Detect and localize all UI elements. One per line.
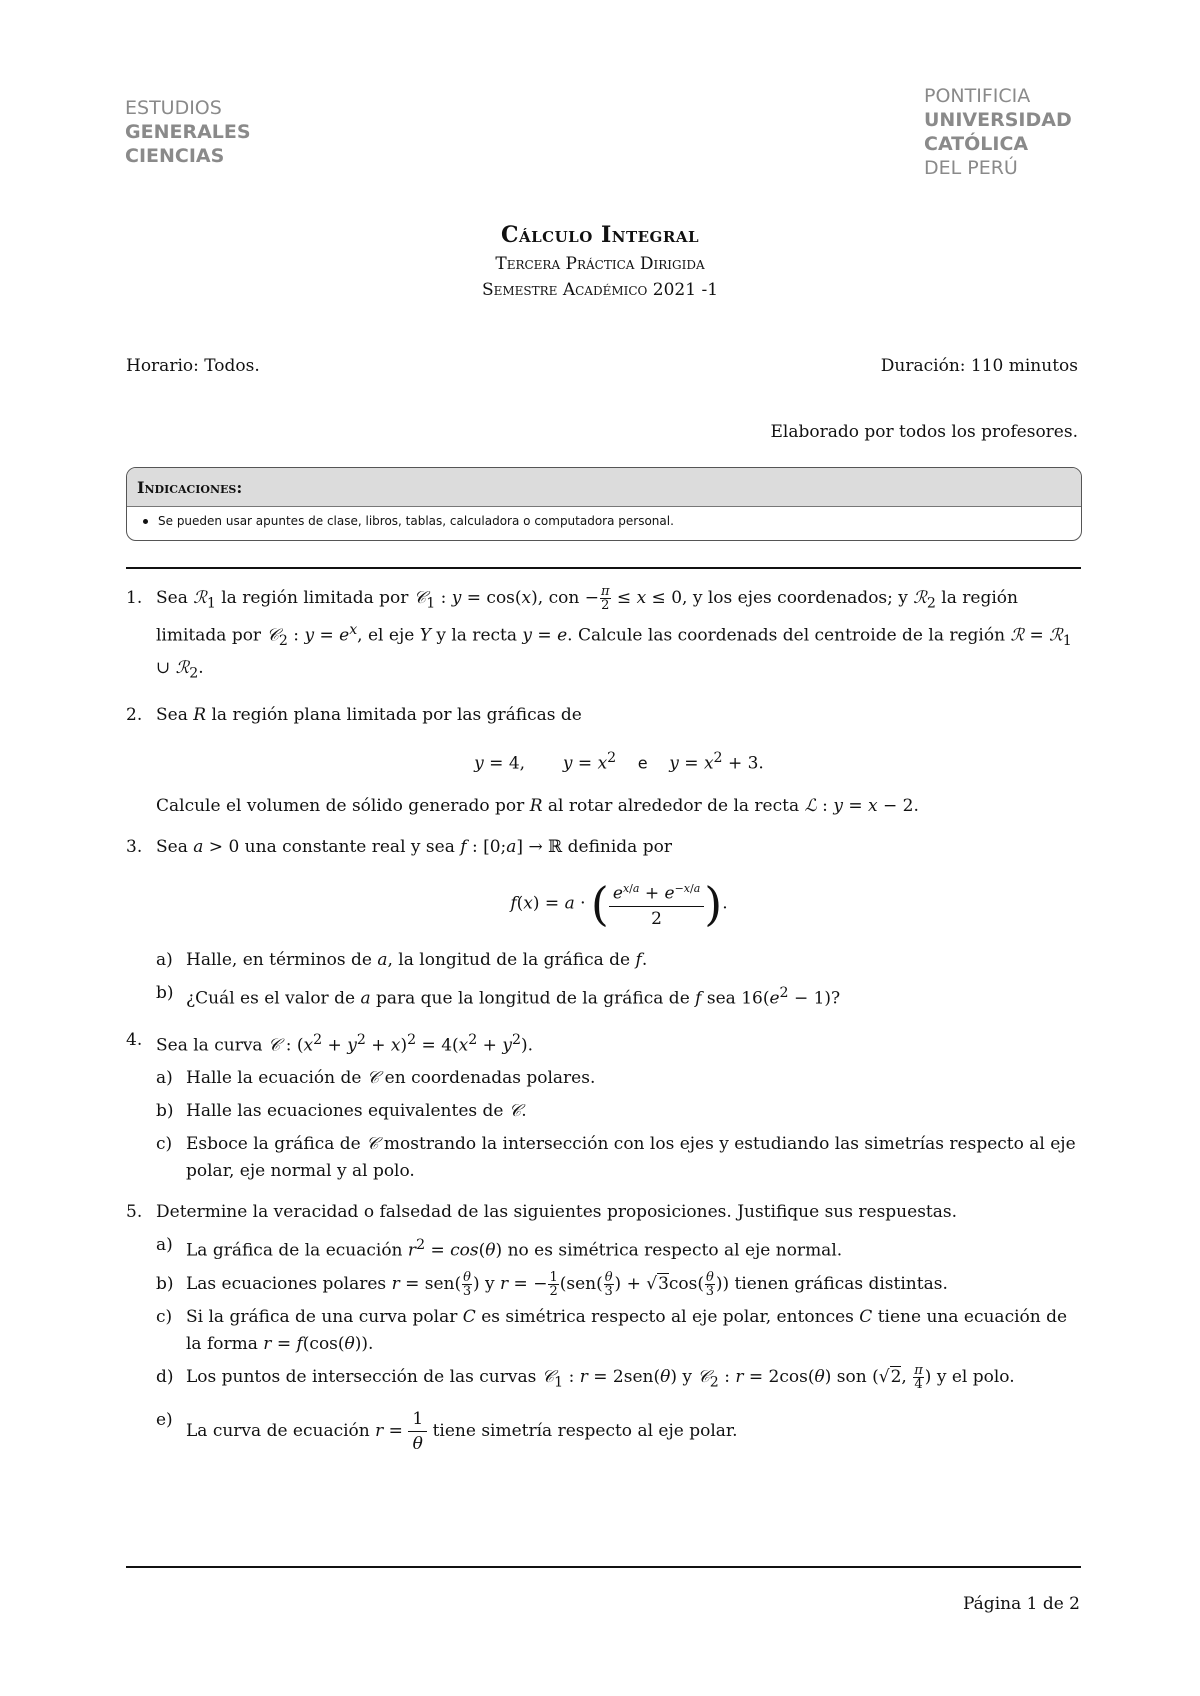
text: al rotar alrededor de la recta: [547, 796, 800, 817]
text: definida por: [567, 837, 672, 858]
text: una constante real y sea: [244, 837, 455, 858]
item-label: d): [156, 1367, 174, 1388]
text: Sea: [156, 704, 188, 725]
indication-item: Se pueden usar apuntes de clase, libros, tablas, calculadora o computadora personal.: [158, 514, 674, 528]
text: la región limitada por: [221, 588, 409, 608]
duracion: Duración: 110 minutos: [880, 356, 1078, 376]
problem-4: 4. Sea la curva 𝒞 : $(x^2 + y^2 + x)^2 = 4(x^2 + y^2)$. a) Halle la ecuación de 𝒞 en coordenadas polares. b) Halle las ecuaciones equivalentes de 𝒞. c) Esboce la gráfica de 𝒞 mostrando la intersección con los ejes y estudiando las simetrías respecto al eje polar, eje normal y al polo.: [126, 1027, 1082, 1186]
fraction: $\frac{\theta}{3}$: [462, 1270, 472, 1300]
indications-title: Indicaciones:: [127, 468, 1081, 507]
pucp-logo: [924, 84, 1072, 180]
text: Halle, en términos de: [186, 950, 372, 971]
item-label: b): [156, 1274, 174, 1295]
text: Los puntos de intersección de las curvas: [186, 1367, 537, 1388]
bullet-icon: [143, 519, 148, 524]
text: y el polo.: [936, 1367, 1015, 1388]
text: , y los ejes coordenados; y: [682, 588, 908, 608]
problem-number: 4.: [126, 1029, 143, 1050]
text: sea: [706, 988, 736, 1009]
item-label: a): [156, 950, 173, 971]
problem-5e: e) La curva de ecuación r = $\frac{1}{\theta}$ tiene simetría respecto al eje polar.: [156, 1408, 738, 1454]
problem-list: [126, 585, 1082, 1470]
text: Calcule el volumen de sólido generado por: [156, 796, 525, 817]
horario: Horario: Todos.: [126, 356, 260, 376]
fraction: $\frac{\pi}{2}$: [600, 584, 610, 613]
text: tienen gráficas distintas.: [734, 1274, 948, 1295]
text: es simétrica respecto al eje polar, entonces: [481, 1307, 854, 1328]
fraction: $\frac{1}{\theta}$: [408, 1407, 427, 1456]
problem-1: 1. Sea ℛ$_1$ la región limitada por 𝒞$_1$ : y = cos(x), con − $\frac{\pi}{2}$ ≤ x ≤ 0, y los ejes coordenados; y ℛ$_2$ la región limitada por 𝒞$_2$ : $y = e^x$, el eje Y y la recta y = e. Calcule las coordenads del centroide de la región ℛ = ℛ$_1$ ∪ ℛ$_2$.: [126, 584, 1072, 682]
item-label: c): [156, 1307, 173, 1328]
item-label: c): [156, 1134, 173, 1155]
item-label: a): [156, 1068, 173, 1089]
fraction: $\frac{\theta}{3}$: [604, 1270, 613, 1300]
text: , la longitud de la gráfica de: [387, 950, 631, 971]
exam-info: [126, 356, 1078, 376]
text: la región limitada por: [156, 588, 1018, 647]
problem-4a: a) Halle la ecuación de 𝒞 en coordenadas polares.: [156, 1065, 1082, 1092]
problem-number: 5.: [126, 1202, 143, 1223]
problem-3b: b) ¿Cuál es el valor de a para que la longitud de la gráfica de f sea $16(e^2 - 1)$?: [156, 980, 1082, 1013]
text: La curva de ecuación: [186, 1420, 370, 1441]
text: y la recta: [436, 626, 517, 647]
problem-2: 2. Sea R la región plana limitada por las gráficas de y = 4, $y = x^2$ e $y = x^2 + 3$. Calcule el volumen de sólido generado por R al rotar alrededor de la recta ℒ : y = x − 2.: [126, 702, 1082, 821]
item-label: a): [156, 1235, 173, 1256]
logo-line: CATÓLICA: [924, 133, 1029, 155]
problem-number: 3.: [126, 837, 143, 858]
fraction: $\frac{\pi}{4}$: [914, 1363, 923, 1393]
text: Sea la curva: [156, 1035, 263, 1056]
text: Halle la ecuación de: [186, 1068, 362, 1089]
text: Sea: [156, 837, 188, 858]
equation: f(x) = a · ( $\frac{e^{x/a} + e^{-x/a}}{2}$ ).: [510, 877, 728, 932]
problem-4c: c) Esboce la gráfica de 𝒞 mostrando la intersección con los ejes y estudiando las simetrías respecto al eje polar, eje normal y al polo.: [156, 1131, 1082, 1185]
text: para que la longitud de la gráfica de: [375, 988, 690, 1009]
text: Determine la veracidad o falsedad de las siguientes proposiciones. Justifique sus respuestas.: [156, 1202, 958, 1223]
logo-line: CIENCIAS: [125, 145, 225, 167]
problem-3a: a) Halle, en términos de a, la longitud de la gráfica de f.: [156, 947, 1082, 974]
estudios-generales-logo: [125, 96, 251, 168]
problem-5a: a) La gráfica de la ecuación $r^2 = \cos(\theta)$ no es simétrica respecto al eje normal.: [156, 1232, 1082, 1265]
problem-4b: b) Halle las ecuaciones equivalentes de 𝒞.: [156, 1098, 1082, 1125]
equation: y = 4, $y = x^2$ e $y = x^2 + 3$.: [474, 749, 764, 774]
problem-number: 1.: [126, 588, 143, 608]
bottom-rule: [126, 1566, 1081, 1568]
problem-3: 3. Sea a > 0 una constante real y sea f : [0;a] → ℝ definida por f(x) = a · ( $\frac{e^{x/a} + e^{-x/a}}{2}$ ). a) Halle, en términos de a, la longitud de la gráfica de f. b) ¿Cuál es el valor de a para que la longitud de la gráfica de f sea $16(e^2 - 1)$?: [126, 834, 1082, 1012]
title-block: [0, 222, 1200, 300]
fraction: $\frac{\theta}{3}$: [705, 1270, 715, 1300]
text: , el eje: [357, 626, 415, 647]
text: tiene simetría respecto al eje polar.: [432, 1420, 738, 1441]
problem-5: [126, 1199, 1082, 1455]
fraction: $\frac{e^{x/a} + e^{-x/a}}{2}$: [609, 877, 704, 931]
fraction: $\frac{1}{2}$: [549, 1270, 558, 1300]
logo-line: GENERALES: [125, 121, 251, 143]
text: en coordenadas polares.: [384, 1068, 596, 1089]
logo-line: ESTUDIOS: [125, 97, 222, 119]
problem-5d: d) Los puntos de intersección de las curvas 𝒞$_1$ : r = 2sen(θ) y 𝒞$_2$ : r = 2cos(θ) son (√2, $\frac{\pi}{4}$ ) y el polo.: [156, 1363, 1015, 1393]
page-subtitle: Tercera Práctica Dirigida: [495, 254, 705, 274]
problem-5b: b) Las ecuaciones polares r = sen( $\frac{\theta}{3}$ ) y r = − $\frac{1}{2}$ (sen( $\frac{\theta}{3}$ ) + √3cos( $\frac{\theta}{3}$ )) tienen gráficas distintas.: [156, 1270, 948, 1300]
text: son: [836, 1367, 867, 1388]
logo-line: PONTIFICIA: [924, 85, 1031, 107]
text: La gráfica de la ecuación: [186, 1241, 403, 1262]
text: la región plana limitada por las gráficas de: [211, 704, 582, 725]
text: mostrando la intersección con los ejes y estudiando las simetrías respecto al eje polar, eje normal y al polo.: [186, 1134, 1076, 1182]
top-rule: [126, 567, 1081, 569]
problem-number: 2.: [126, 704, 143, 725]
text: Halle las ecuaciones equivalentes de: [186, 1101, 504, 1122]
indications-box: [126, 467, 1082, 541]
item-label: b): [156, 1101, 174, 1122]
text: e: [637, 753, 648, 773]
text: . Calcule las coordenads del centroide de la región: [567, 626, 1006, 647]
item-label: e): [156, 1409, 173, 1430]
page-number: Página 1 de 2: [963, 1594, 1080, 1614]
text: no es simétrica respecto al eje normal.: [507, 1241, 843, 1262]
problem-5c: c) Si la gráfica de una curva polar C es simétrica respecto al eje polar, entonces C tiene una ecuación de la forma r = f(cos(θ)).: [156, 1304, 1082, 1358]
text: , con: [537, 588, 580, 608]
page-title: Cálculo Integral: [500, 222, 700, 248]
semester: Semestre Académico 2021 -1: [481, 280, 719, 300]
text: Sea: [156, 588, 188, 608]
text: Esboce la gráfica de: [186, 1134, 361, 1155]
indications-list: [127, 507, 1081, 528]
text: Las ecuaciones polares: [186, 1274, 387, 1295]
text: tiene una ecuación de la forma: [186, 1307, 1068, 1355]
author: Elaborado por todos los profesores.: [770, 422, 1078, 442]
text: Si la gráfica de una curva polar: [186, 1307, 458, 1328]
logo-line: DEL PERÚ: [924, 157, 1018, 179]
logo-line: UNIVERSIDAD: [924, 109, 1072, 131]
item-label: b): [156, 983, 174, 1004]
text: ¿Cuál es el valor de: [186, 988, 356, 1009]
